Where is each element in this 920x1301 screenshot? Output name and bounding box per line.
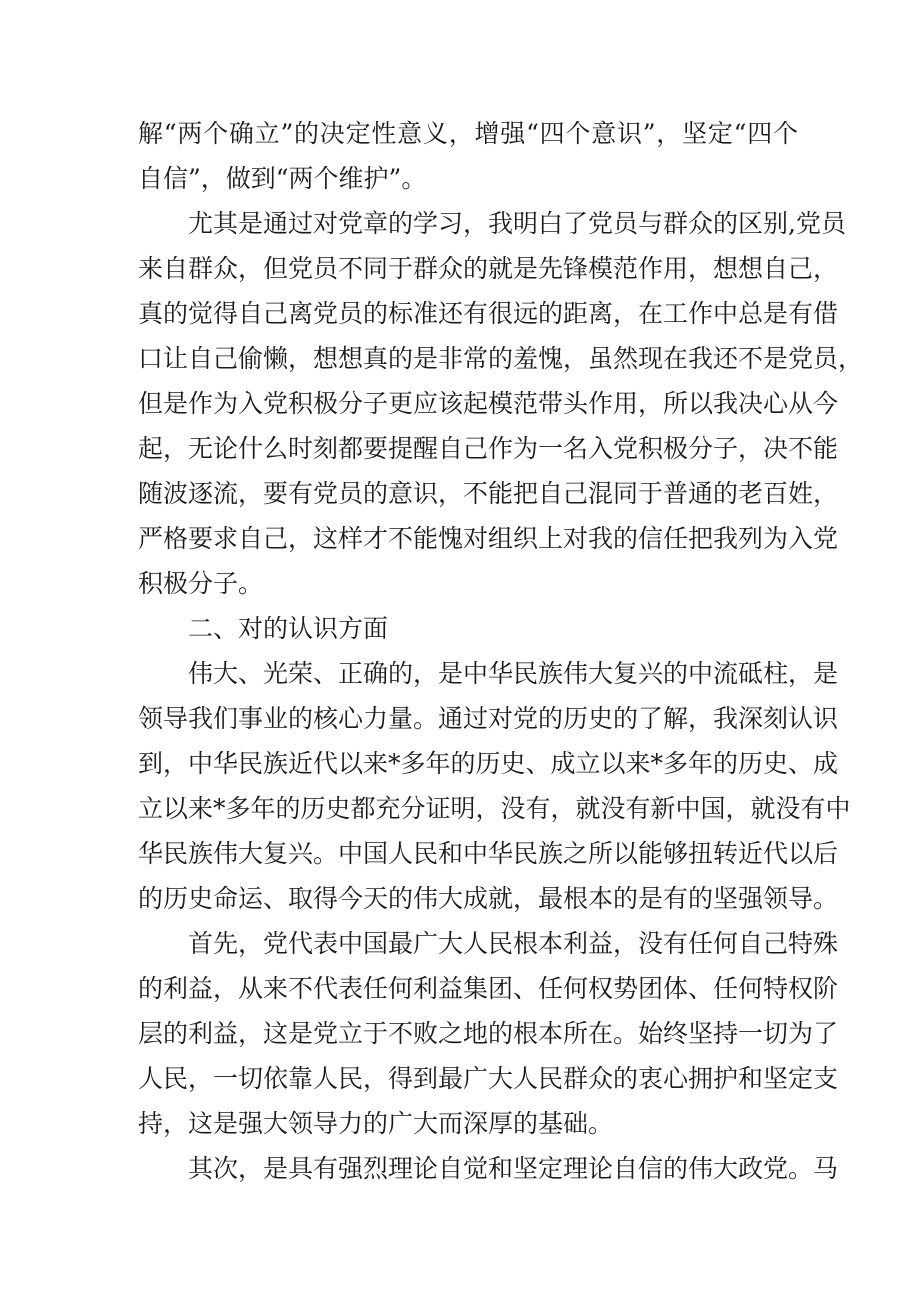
text-line: 真的觉得自己离党员的标准还有很远的距离，在工作中总是有借 [138,299,839,328]
text-line: 来自群众，但党员不同于群众的就是先锋模范作用，想想自己， [138,254,839,283]
text-line: 立以来*多年的历史都充分证明，没有，就没有新中国，就没有中 [138,794,851,823]
paragraph-first-line: 其次，是具有强烈理论自觉和坚定理论自信的伟大政党。马 [188,1154,839,1183]
text-line: 但是作为入党积极分子更应该起模范带头作用，所以我决心从今 [138,389,839,418]
text-line: 起，无论什么时刻都要提醒自己作为一名入党积极分子，决不能 [138,434,839,463]
text-line: 华民族伟大复兴。中国人民和中华民族之所以能够扭转近代以后 [138,839,839,868]
text-line: 随波逐流，要有党员的意识，不能把自己混同于普通的老百姓， [138,479,839,508]
paragraph-first-line: 首先，党代表中国最广大人民根本利益，没有任何自己特殊 [188,929,839,958]
text-line: 的历史命运、取得今天的伟大成就，最根本的是有的坚强领导。 [138,884,839,913]
text-line: 积极分子。 [138,569,264,598]
text-line: 人民，一切依靠人民，得到最广大人民群众的衷心拥护和坚定支 [138,1064,839,1093]
text-line: 口让自己偷懒，想想真的是非常的羞愧，虽然现在我还不是党员， [138,344,864,373]
text-line: 领导我们事业的核心力量。通过对党的历史的了解，我深刻认识 [138,704,839,733]
section-heading: 二、对的认识方面 [188,614,389,643]
text-line: 层的利益，这是党立于不败之地的根本所在。始终坚持一切为了 [138,1019,839,1048]
text-line: 自信”，做到“两个维护”。 [138,164,427,193]
text-line: 严格要求自己，这样才不能愧对组织上对我的信任把我列为入党 [138,524,839,553]
text-line: 到，中华民族近代以来*多年的历史、成立以来*多年的历史、成 [138,749,839,778]
text-line: 持，这是强大领导力的广大而深厚的基础。 [138,1109,614,1138]
text-line: 的利益，从来不代表任何利益集团、任何权势团体、任何特权阶 [138,974,839,1003]
paragraph-first-line: 伟大、光荣、正确的，是中华民族伟大复兴的中流砥柱，是 [188,659,839,688]
paragraph-first-line: 尤其是通过对党章的学习，我明白了党员与群众的区别,党员 [188,209,846,238]
text-line: 解“两个确立”的决定性意义，增强“四个意识”，坚定“四个 [138,119,798,148]
